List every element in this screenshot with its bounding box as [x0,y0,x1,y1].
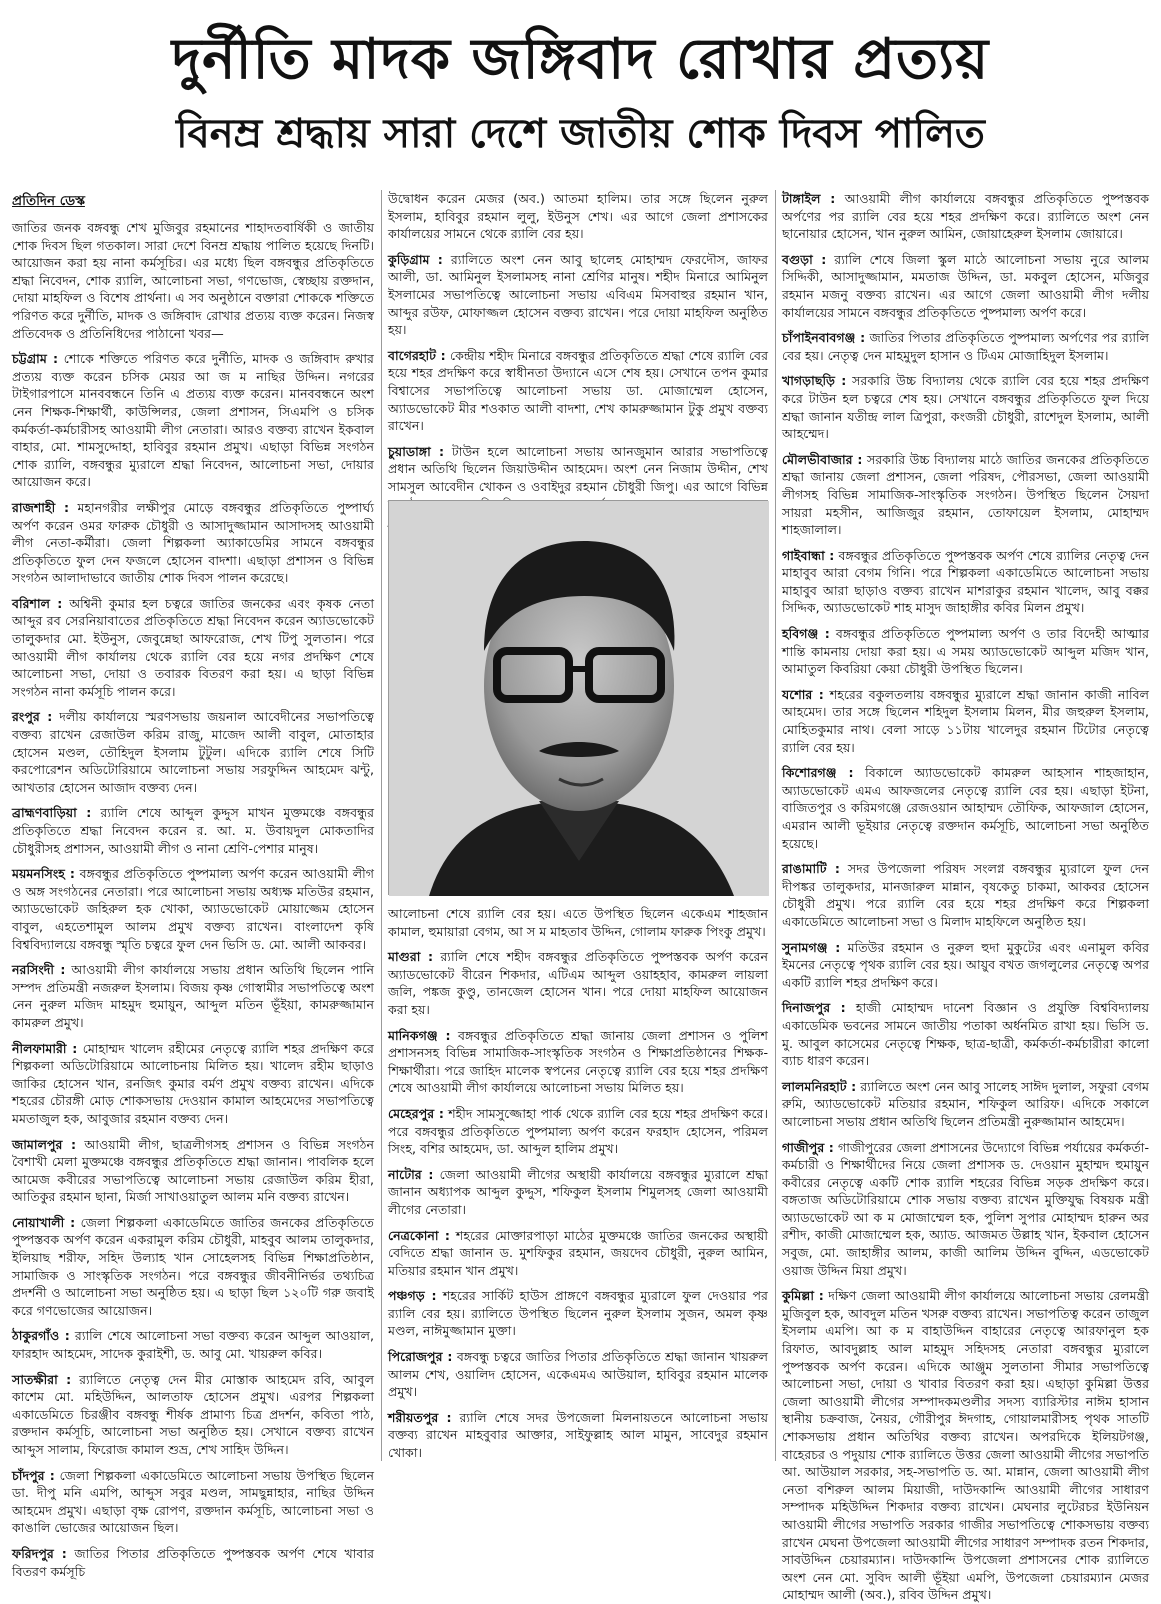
paragraph-text: জাতির পিতার প্রতিকৃতিতে পুষ্পমাল্য অর্পণের পর র‌্যালি বের হয়। নেতৃত্ব দেন মাহমুদুল হাসান ও টিএম মোজাহিদুল ইসলাম। [782,330,1149,363]
paragraph-text: টাউন হলে আলোচনা সভায় আনজুমান আরার সভাপতিত্বে প্রধান অতিথি ছিলেন জিয়াউদ্দীন আহমেদ। অংশ নেন নিজাম উদ্দীন, শেখ সামসুল আবেদীন খোকন ও ওবাইদুর রহমান চৌধুরী জিপু। এর আগে বিভিন্ন [388,443,768,494]
location-heading: ব্রাহ্মণবাড়িয়া : [12,805,92,821]
article-paragraph [388,1166,768,1219]
article-paragraph [12,1040,374,1128]
paragraph-text: দক্ষিণ জেলা আওয়ামী লীগ কার্যালয়ে আলোচনা সভায় রেলমন্ত্রী মুজিবুল হক, আবদুল মতিন খসরু বক্তব্য রাখেন। সভাপতিত্ব করেন তাজুল ইসলাম এমপি। আ ক ম বাহাউদ্দিন বাহারের নেতৃত্বে আরফানুল হক রিফাত, আবদুল্লাহ আল মাহমুদ সহিদসহ নেতারা বঙ্গবন্ধুর ম্যুরালে পুষ্পস্তবক অর্পণ করেন। এদিকে আঞ্জুম সুলতানা সীমার সভাপতিত্বে আলোচনা সভা, দোয়া ও খাবার বিতরণ করা হয়। এছাড়া কুমিল্লা উত্তর জেলা আওয়ামী লীগের সম্পাদকমণ্ডলীর সদস্য ব্যারিস্টার নাঈম হাসান স্থানীয় চক্রবাজ, নৈয়র, গৌরীপুর ঈদগাহ, গোয়ালমারীসহ পৃথক সাতটি শোকসভায় প্রধান অতিথির বক্তব্য রাখেন। অপরদিকে ইলিয়টগঞ্জ, বাহেরচর ও পদুয়ায় শোক র‌্যালিতে উত্তর জেলা আওয়ামী লীগের সভাপতি আ. আউয়াল সরকার, সহ-সভাপতি ড. আ. মান্নান, জেলা আওয়ামী লীগ নেতা বশিরুল আলম মিয়াজী, দাউদকান্দি আওয়ামী লীগের সাধারণ সম্পাদক মহিউদ্দিন শিকদার বক্তব্য রাখেন। মেঘনার লুটেরচর ইউনিয়ন আওয়ামী লীগের সভাপতি সরকার গাজীর সভাপতিত্বে শোকসভায় বক্তব্য রাখেন মেঘনা উপজেলা আওয়ামী লীগের সাধারণ সম্পাদক রতন শিকদার, সাবউদ্দিন চেয়ারম্যান। দাউদকান্দি উপজেলা প্রশাসনের শোক র‌্যালিতে অংশ নেন মো. সুবিদ আলী ভূঁইয়া এমপি, উপজেলা চেয়ারম্যান মেজর মোহাম্মদ আলী (অব.), রবিব উদ্দিন প্রমুখ। [782,1288,1150,1603]
location-heading: লালমনিরহাট : [782,1078,857,1094]
paragraph-text: র‌্যালিতে অংশ নেন আবু ছালেহ মোহাম্মদ ফেরদৌস, জাফর আলী, ডা. আমিনুল ইসলামসহ নানা শ্রেণির মানুষ। শহীদ মিনারে আমিনুল ইসলামের সভাপতিত্বে আলোচনা সভায় এবিএম মিসবাহুর রহমান খান, আব্দুর রউফ, মোফাজ্জল হোসেন বক্তব্য রাখেন। পরে দোয়া মাহফিল অনুষ্ঠিত হয়। [388,251,768,338]
headline: দুর্নীতি মাদক জঙ্গিবাদ রোখার প্রত্যয় [171,27,990,92]
column-2 [388,190,768,1461]
location-heading: রাঙামাটি : [782,861,840,877]
article-paragraph [388,1409,768,1462]
location-heading: চুয়াডাঙ্গা : [388,443,445,459]
article-paragraph [782,686,1149,756]
location-heading: সাতক্ষীরা : [12,1371,72,1387]
paragraph-text: জেলা আওয়ামী লীগের অস্থায়ী কার্যালয়ে বঙ্গবন্ধুর ম্যুরালে শ্রদ্ধা জানান অধ্যাপক আব্দুল কুদ্দুস, শফিকুল ইসলাম শিমুলসহ জেলা আওয়ামী লীগের নেতারা। [388,1166,768,1217]
article-paragraph [12,1545,374,1580]
article-paragraph [782,1078,1149,1131]
article-paragraph [388,251,768,339]
article-paragraph [782,860,1149,930]
paragraph-text: শহীদ সামসুজ্জোহা পার্ক থেকে র‌্যালি বের হয়ে শহর প্রদক্ষিণ করে। পরে বঙ্গবন্ধুর প্রতিকৃতিতে পুষ্পমাল্য অর্পণ করেন ফরহাদ হোসেন, পরিমল সিংহ, বশির আহমেদ, ডা. আব্দুল হালিম প্রমুখ। [388,1105,768,1157]
article-paragraph [388,905,768,940]
article-paragraph [12,219,374,342]
location-heading: মেহেরপুর : [388,1105,444,1121]
location-heading: চাঁদপুর : [12,1467,55,1483]
location-heading: ফরিদপুর : [12,1545,67,1561]
article-paragraph [782,190,1149,243]
location-heading: রাজশাহী : [12,499,70,515]
portrait-illustration [389,501,769,896]
article-paragraph [782,625,1149,678]
col2-bottom-paragraphs [388,905,768,1470]
paragraph-text: হাজী মোহাম্মদ দানেশ বিজ্ঞান ও প্রযুক্তি বিশ্ববিদ্যালয় একাডেমিক ভবনের সামনে জাতীয় পতাকা অর্ধনমিত রাখা হয়। ভিসি ড. মু. আবুল কাসেমের নেতৃত্বে শিক্ষক, ছাত্র-ছাত্রী, কর্মকর্তা-কর্মচারীরা কালো ব্যাচ ধারণ করেন। [782,1000,1149,1069]
location-heading: বাগেরহাট : [388,347,446,363]
paragraph-text: জাতির পিতার প্রতিকৃতিতে পুষ্পস্তবক অর্পণ শেষে খাবার বিতরণ কর্মসূচি [12,1545,375,1579]
article-paragraph [388,1287,768,1340]
paragraph-text: শহরের সার্কিট হাউস প্রাঙ্গণে বঙ্গবন্ধুর ম্যুরালে ফুল দেওয়ার পর র‌্যালি বের হয়। র‌্যালিতে উপস্থিত ছিলেন নুরুল ইসলাম সুজন, অমল কৃষ্ণ মণ্ডল, নাঈমুজ্জামান মুক্তা। [388,1288,768,1339]
paragraph-text: বঙ্গবন্ধুর প্রতিকৃতিতে পুষ্পমাল্য অর্পণ ও তার বিদেহী আত্মার শান্তি কামনায় দোয়া করা হয়। এ সময় অ্যাডভোকেট আব্দুল মজিদ খান, আমাতুল কিবরিয়া কেয়া চৌধুরী উপস্থিত ছিলেন। [782,626,1149,677]
location-heading: চট্টগ্রাম : [12,351,59,367]
location-heading: হবিগঞ্জ : [782,626,830,642]
article-paragraph [12,499,374,587]
paragraph-text: আওয়ামী লীগ কার্যালয়ে বঙ্গবন্ধুর প্রতিকৃতিতে পুষ্পস্তবক অর্পণের পর র‌্যালি বের হয়ে শহর প্রদক্ষিণ করে। র‌্যালিতে অংশ নেন ছানোয়ার হোসেন, খান নুরুল আমিন, জোয়াহেরুল ইসলাম জোয়ারে। [782,191,1150,242]
paragraph-text: শোকে শক্তিতে পরিণত করে দুর্নীতি, মাদক ও জঙ্গিবাদ রুখার প্রত্যয় ব্যক্ত করেন চসিক মেয়র আ জ ম নাছির উদ্দিন। নগরের টাইগারপাসে মানববন্ধনে তিনি এ প্রত্যয় ব্যক্ত করেন। মানববন্ধনে অংশ নেন শিক্ষক-শিক্ষার্থী, কাউন্সিলর, জেলা প্রশাসন, সিএমপি ও চসিক কর্মকর্তা-কর্মচারীসহ আওয়ামী লীগ নেতারা। আরও বক্তব্য রাখেন ইকবাল বাহার, মো. শামসুদ্দোহা, হাবিবুর রহমান প্রমুখ। এছাড়া বিভিন্ন সংগঠন শোক র‌্যালি, বঙ্গবন্ধুর ম্যুরালে শ্রদ্ধা নিবেদন, আলোচনা সভা, দোয়ার আয়োজন করে। [12,351,374,490]
article-paragraph [782,329,1149,364]
paragraph-text: দলীয় কার্যালয়ে স্মরণসভায় জয়নাল আবেদীনের সভাপতিত্বে বক্তব্য রাখেন রেজাউল করিম রাজু, মাজেদ আলী বাবুল, মোতাহার হোসেন মণ্ডল, তৌহিদুল ইসলাম টুটুল। এদিকে র‌্যালি শেষে সিটি করপোরেশন অডিটোরিয়ামে আলোচনা সভায় সরফুদ্দিন আহমেদ ঝন্টু, আখতার হোসেন আজাদ বক্তব্য দেন। [12,709,374,795]
column-3 [782,190,1150,1603]
location-heading: বরিশাল : [12,595,63,611]
column-divider [381,190,382,1461]
paragraph-text: র‌্যালি শেষে আব্দুল কুদ্দুস মাখন মুক্তমঞ্চে বঙ্গবন্ধুর প্রতিকৃতিতে শ্রদ্ধা নিবেদন করেন র. আ. ম. উবায়দুল মোকতাদির চৌধুরীসহ প্রশাসন, আওয়ামী লীগ ও নানা শ্রেণি-পেশার মানুষ। [12,805,375,856]
paragraph-text: জেলা শিল্পকলা একাডেমিতে আলোচনা সভায় উপস্থিত ছিলেন ডা. দীপু মনি এমপি, আব্দুস সবুর মণ্ডল, সামছুন্নাহার, নাছির উদ্দিন আহমেদ প্রমুখ। এছাড়া বৃক্ষ রোপণ, রক্তদান কর্মসূচি, আলোচনা সভা ও কাঙালি ভোজের আয়োজন ছিল। [12,1467,374,1536]
location-heading: মৌলভীবাজার : [782,451,863,467]
article-paragraph [782,999,1149,1069]
article-paragraph [782,1287,1149,1604]
paragraph-text: সদর উপজেলা পরিষদ সংলগ্ন বঙ্গবন্ধুর ম্যুরালে ফুল দেন দীপঙ্কর তালুকদার, মানজারুল মান্নান, বৃষকেতু চাকমা, আকবর হোসেন চৌধুরী প্রমুখ। পরে র‌্যালি বের হয়ে শহর প্রদক্ষিণ করে শিল্পকলা একাডেমিতে আলোচনা সভা ও মিলাদ মাহফিলে অনুষ্ঠিত হয়। [782,861,1149,929]
col1-paragraphs [12,219,374,1580]
location-heading: বগুড়া : [782,251,827,267]
location-heading: মাগুরা : [388,949,434,965]
location-heading: গাজীপুর : [782,1139,834,1155]
article-paragraph [782,939,1149,992]
location-heading: খাগড়াছড়ি : [782,373,847,389]
article-paragraph [782,547,1149,617]
article-paragraph [782,1139,1149,1280]
article-paragraph [782,451,1149,539]
article-paragraph [388,948,768,1018]
paragraph-text: সরকারি উচ্চ বিদ্যালয় থেকে র‌্যালি বের হয়ে শহর প্রদক্ষিণ করে টাউন হল চত্বরে শেষ হয়। সেখানে বঙ্গবন্ধুর প্রতিকৃতিতে ফুল দিয়ে শ্রদ্ধা জানান যতীন্দ্র লাল ত্রিপুরা, কংজরী চৌধুরী, রাশেদুল ইসলাম, আলী আহম্মেদ। [782,373,1149,442]
portrait-photo [388,500,768,895]
paragraph-text: শহরের মোক্তারপাড়া মাঠের মুক্তমঞ্চে জাতির জনকের অস্থায়ী বেদিতে শ্রদ্ধা জানান ড. মুশফিকুর রহমান, জয়দেব চৌধুরী, নুরুল আমিন, মতিয়ার রহমান খান প্রমুখ। [388,1227,768,1278]
location-heading: মানিকগঞ্জ : [388,1027,451,1043]
paragraph-text: কেন্দ্রীয় শহীদ মিনারে বঙ্গবন্ধুর প্রতিকৃতিতে শ্রদ্ধা শেষে র‌্যালি বের হয়ে শহর প্রদক্ষিণ করে স্বাধীনতা উদ্যানে এসে শেষ হয়। সেখানে তপন কুমার বিশ্বাসের সভাপতিত্বে আলোচনা সভায় ডা. মোজাম্মেল হোসেন, অ্যাডভোকেট মীর শওকাত আলী বাদশা, শেখ কামরুজ্জামান টুকু প্রমুখ বক্তব্য রাখেন। [388,347,768,434]
location-heading: শরীয়তপুর : [388,1409,452,1425]
article-paragraph [388,1027,768,1097]
col3-paragraphs [782,190,1149,1604]
article-paragraph [12,961,374,1031]
article-paragraph [388,347,768,435]
location-heading: ঠাকুরগাঁও : [12,1328,70,1344]
article-paragraph [12,595,374,701]
article-paragraph [782,764,1149,852]
article-paragraph [12,708,374,796]
location-heading: দিনাজপুর : [782,1000,846,1016]
article-paragraph [782,372,1149,442]
byline: প্রতিদিন ডেস্ক [12,193,85,209]
location-heading: পঞ্চগড় : [388,1288,437,1304]
location-heading: চাঁপাইনবাবগঞ্জ : [782,330,866,346]
location-heading: ময়মনসিংহ : [12,866,75,882]
article-paragraph [12,804,374,857]
paragraph-text: র‌্যালিতে নেতৃত্ব দেন মীর মোস্তাক আহমেদ রবি, আবুল কাশেম মো. মহিউদ্দিন, আলতাফ হোসেন প্রমুখ। এরপর শিল্পকলা একাডেমিতে চিরঞ্জীব বঙ্গবন্ধু শীর্ষক প্রামাণ্য চিত্র প্রদর্শন, কবিতা পাঠ, রক্তদান কর্মসূচি, আলোচনা সভা অনুষ্ঠিত হয়। সেখানে বক্তব্য রাখেন আব্দুস সালাম, ফিরোজ কামাল শুভ্র, শেখ সাহিদ উদ্দিন। [12,1371,374,1457]
paragraph-text: র‌্যালি শেষে সদর উপজেলা মিলনায়তনে আলোচনা সভায় বক্তব্য রাখেন মাহবুবার আক্তার, সাইফুল্লাহ আল মামুন, সাবেদুর রহমান খোকা। [388,1409,768,1461]
paragraph-text: আওয়ামী লীগ কার্যালয়ে সভায় প্রধান অতিথি ছিলেন পানি সম্পদ প্রতিমন্ত্রী নজরুল ইসলাম। বিজয় কৃষ্ণ গোস্বামীর সভাপতিত্বে অংশ নেন নুরুল মজিদ মাহমুদ হুমায়ুন, আব্দুল মতিন ভূঁইয়া, কামরুজ্জামান কামরুল প্রমুখ। [12,962,374,1030]
paragraph-text: বঙ্গবন্ধুর প্রতিকৃতিতে পুষ্পস্তবক অর্পণ শেষে র‌্যালির নেতৃত্ব দেন মাহাবুব আরা বেগম গিনি। পরে শিল্পকলা একাডেমিতে আলোচনা সভায় মাহাবুব আরা ছাড়াও বক্তব্য রাখেন মাশরাকুর রহমান খালেদ, আবু বক্কর সিদ্দিক, অ্যাডভোকেট শাহ মাসুদ জাহাঙ্গীর কবির মিলন প্রমুখ। [782,547,1149,616]
article-paragraph [388,190,768,243]
paragraph-text: অশ্বিনী কুমার হল চত্বরে জাতির জনকের এবং কৃষক নেতা আব্দুর রব সেরনিয়াবাতের প্রতিকৃতিতে শ্রদ্ধা নিবেদন করেন অ্যাডভোকেট তালুকদার মো. ইউনুস, জেবুন্নেছা আফরোজ, শেখ টিপু সুলতান। পরে আওয়ামী লীগ কার্যালয় থেকে র‌্যালি বের হয়ে নগর প্রদক্ষিণ শেষে আলোচনা সভা, দোয়া ও তবারক বিতরণ করা হয়। এ ছাড়া বিভিন্ন সংগঠন নানা কর্মসূচি পালন করে। [12,595,374,699]
article-paragraph [12,1467,374,1537]
article-paragraph [12,1371,374,1459]
location-heading: যশোর : [782,686,824,702]
location-heading: নেত্রকোনা : [388,1227,450,1243]
paragraph-text: শহরের বকুলতলায় বঙ্গবন্ধুর ম্যুরালে শ্রদ্ধা জানান কাজী নাবিল আহমেদ। তার সঙ্গে ছিলেন শহিদুল ইসলাম মিলন, মীর জহুরুল ইসলাম, মোহিতকুমার নাথ। বেলা সাড়ে ১১টায় খালেদুর রহমান টিটোর নেতৃত্বে র‌্যালি বের হয়। [782,686,1149,755]
location-heading: নাটোর : [388,1166,434,1182]
article-columns [12,190,1150,1603]
location-heading: জামালপুর : [12,1136,77,1152]
column-1 [12,190,375,1579]
paragraph-text: র‌্যালি শেষে শহীদ বঙ্গবন্ধুর প্রতিকৃতিতে পুষ্পস্তবক অর্পণ করেন অ্যাডভোকেট বীরেন শিকদার, এটিএম আব্দুল ওয়াহহাব, কামরুল লায়লা জলি, পঙ্কজ কুণ্ডু, তানজেল হোসেন খান। পরে দোয়া মাহফিল আয়োজন করা হয়। [388,949,768,1017]
location-heading: গাইবান্ধা : [782,547,835,563]
paragraph-text: মতিউর রহমান ও নুরুল হুদা মুকুটের এবং এনামুল কবির ইমনের নেতৃত্বে পৃথক র‌্যালি বের হয়। আয়ুব বখত জগলুলের নেতৃত্বে অপর একটি র‌্যালি শহর প্রদক্ষিণ করে। [782,939,1150,990]
article-paragraph [388,1227,768,1280]
paragraph-text: র‌্যালিতে অংশ নেন আবু সালেহ সাঈদ দুলাল, সফুরা বেগম রুমি, অ্যাডভোকেট মতিয়ার রহমান, শফিকুল আরিফ। এদিকে সকালে আলোচনা সভায় প্রধান অতিথি ছিলেন প্রতিমন্ত্রী নুরুজ্জামান আহমেদ। [782,1078,1149,1129]
location-heading: নীলফামারী : [12,1040,78,1056]
location-heading: সুনামগঞ্জ : [782,939,841,955]
location-heading: কুড়িগ্রাম : [388,251,443,267]
paragraph-text: বঙ্গবন্ধু চত্বরে জাতির পিতার প্রতিকৃতিতে শ্রদ্ধা জানান খায়রুল আলম শেখ, ওয়ালিদ হোসেন, একেএমএ আউয়াল, হাবিবুর রহমান মালেক প্রমুখ। [388,1349,768,1400]
location-heading: পিরোজপুর : [388,1349,453,1365]
location-heading: রংপুর : [12,709,53,725]
location-heading: নরসিংদী : [12,962,66,978]
paragraph-text: উদ্বোধন করেন মেজর (অব.) আতমা হালিম। তার সঙ্গে ছিলেন নুরুল ইসলাম, হাবিবুর রহমান লুলু, ইউনুস শেখ। এর আগে জেলা প্রশাসকের কার্যালয়ের সামনে থেকে র‌্যালি বের হয়। [388,191,768,242]
location-heading: কিশোরগঞ্জ : [782,765,854,781]
paragraph-text: জাতির জনক বঙ্গবন্ধু শেখ মুজিবুর রহমানের শাহাদতবার্ষিকী ও জাতীয় শোক দিবস ছিল গতকাল। সারা দেশে বিনম্র শ্রদ্ধায় পালিত হয়েছে দিনটি। আয়োজন করা হয় নানা কর্মসূচির। এর মধ্যে ছিল বঙ্গবন্ধুর প্রতিকৃতিতে শ্রদ্ধা নিবেদন, শোক র‌্যালি, আলোচনা সভা, গণভোজ, স্বেচ্ছায় রক্তদান, দোয়া মাহফিল ও বিশেষ প্রার্থনা। এ সব অনুষ্ঠানে বক্তারা শোককে শক্তিতে পরিণত করে দুর্নীতি, মাদক ও জঙ্গিবাদ রোখার প্রত্যয় ব্যক্ত করেন। নিজস্ব প্রতিবেদক ও প্রতিনিধিদের পাঠানো খবর— [12,220,374,341]
col2-top-paragraphs [388,190,768,539]
paragraph-text: সরকারি উচ্চ বিদ্যালয় মাঠে জাতির জনকের প্রতিকৃতিতে শ্রদ্ধা জানায় জেলা প্রশাসন, জেলা পরিষদ, পৌরসভা, জেলা আওয়ামী লীগসহ বিভিন্ন সামাজিক-সাংস্কৃতিক সংগঠন। উপস্থিত ছিলেন সৈয়দা সায়রা মহসীন, আজিজুর রহমান, তোফায়েল ইসলাম, মোহাম্মদ শাহজালাল। [782,451,1149,538]
location-heading: টাঙ্গাইল : [782,191,836,206]
paragraph-text: আওয়ামী লীগ, ছাত্রলীগসহ প্রশাসন ও বিভিন্ন সংগঠন বৈশাখী মেলা মুক্তমঞ্চে বঙ্গবন্ধুর প্রতিকৃতিতে শ্রদ্ধা জানান। পাবলিক হলে আমেজ কবীরের সভাপতিত্বে আলোচনা সভায় রেজাউল করিম হীরা, আতিকুর রহমান ছানা, মির্জা সাখাওয়াতুল আলম মনি বক্তব্য রাখেন। [12,1136,374,1205]
paragraph-text: র‌্যালি শেষে জিলা স্কুল মাঠে আলোচনা সভায় নুরে আলম সিদ্দিকী, আসাদুজ্জামান, মমতাজ উদ্দিন, ডা. মকবুল হোসেন, মজিবুর রহমান মজনু বক্তব্য রাখেন। এর আগে জেলা আওয়ামী লীগ দলীয় কার্যালয়ের সামনে বঙ্গবন্ধুর প্রতিকৃতিতে পুষ্পমাল্য অর্পণ করে। [782,251,1149,320]
paragraph-text: মহানগরীর লক্ষীপুর মোড়ে বঙ্গবন্ধুর প্রতিকৃতিতে পুষ্পার্ঘ্য অর্পণ করেন ওমর ফারুক চৌধুরী ও আসাদুজ্জামান আসাদসহ আওয়ামী লীগ নেতা-কর্মীরা। জেলা শিল্পকলা অ্যাকাডেমির সামনে বঙ্গবন্ধুর প্রতিকৃতিতে ফুল দেন ফজলে হোসেন বাদশা। এছাড়া প্রশাসন ও বিভিন্ন সংগঠন আলাদাভাবে জাতীয় শোক দিবস পালন করেছে। [12,499,374,586]
subheadline: বিনম্র শ্রদ্ধায় সারা দেশে জাতীয় শোক দিবস পালিত [176,111,985,157]
paragraph-text: বিকালে অ্যাডভোকেট কামরুল আহসান শাহজাহান, অ্যাডভোকেট এমএ আফজলের নেতৃত্বে র‌্যালি বের হয়। এছাড়া ইটনা, বাজিতপুর ও করিমগঞ্জে রেজওয়ান আহাম্মদ তৌফিক, আফজাল হোসেন, এমরান আলী ভূইয়ার নেতৃত্বে রক্তদান কর্মসূচি, আলোচনা সভা অনুষ্ঠিত হয়েছে। [782,765,1149,851]
article-paragraph [12,865,374,953]
paragraph-text: বঙ্গবন্ধুর প্রতিকৃতিতে শ্রদ্ধা জানায় জেলা প্রশাসন ও পুলিশ প্রশাসনসহ বিভিন্ন সামাজিক-সাংস্কৃতিক সংগঠন ও শিক্ষাপ্রতিষ্ঠানের শিক্ষক-শিক্ষার্থীরা। পরে জাহিদ মালেক স্বপনের নেতৃত্বে র‌্যালি বের হয়ে শহর প্রদক্ষিণ শেষে আওয়ামী লীগ কার্যালয়ে আলোচনা সভায় মিলিত হয়। [388,1027,768,1096]
article-paragraph [782,251,1149,321]
location-heading: কুমিল্লা : [782,1288,824,1304]
article-paragraph [388,1105,768,1158]
article-paragraph [12,1327,374,1362]
article-paragraph [12,1136,374,1206]
paragraph-text: গাজীপুরের জেলা প্রশাসনের উদ্যোগে বিভিন্ন পর্যায়ের কর্মকর্তা-কর্মচারী ও শিক্ষার্থীদের নিয়ে জেলা প্রশাসক ড. দেওয়ান মুহাম্মদ হুমায়ুন কবীরের নেতৃত্বে একটি শোক র‌্যালি শহরের বিভিন্ন সড়ক প্রদক্ষিণ করে। বঙ্গতাজ অডিটোরিয়ামে শোক সভায় বক্তব্য রাখেন মুক্তিযুদ্ধ বিষয়ক মন্ত্রী অ্যাডভোকেট আ ক ম মোজাম্মেল হক, পুলিশ সুপার মোহাম্মদ হারুন অর রশীদ, কাজী মোজাম্মেল হক, অ্যাড. আজমত উল্লাহ খান, ইকবাল হোসেন সবুজ, মো. জাহাঙ্গীর আলম, কাজী আলিম উদ্দিন বুদ্দিন, এডভোকেট ওয়াজ উদ্দিন মিয়া প্রমুখ। [782,1139,1149,1278]
paragraph-text: জেলা শিল্পকলা একাডেমিতে জাতির জনকের প্রতিকৃতিতে পুষ্পস্তবক অর্পণ করেন একরামুল করিম চৌধুরী, মাহবুব আলম তালুকদার, ইলিয়াছ শরীফ, সহিদ উল্যাহ খান সোহেলসহ বিভিন্ন শিক্ষাপ্রতিষ্ঠান, সামাজিক ও সাংস্কৃতিক সংগঠন। পরে বঙ্গবন্ধুর জীবনীনির্ভর তথ্যচিত্র প্রদর্শনী ও আলোচনা সভা অনুষ্ঠিত হয়। এ ছাড়া ছিল ১২০টি গরু জবাই করে গণভোজের আয়োজন। [12,1214,374,1318]
location-heading: নোয়াখালী : [12,1214,76,1230]
article-paragraph [388,1348,768,1401]
paragraph-text: মোহাম্মদ খালেদ রহীমের নেতৃত্বে র‌্যালি শহর প্রদক্ষিণ করে শিল্পকলা অডিটোরিয়ামে আলোচনায় মিলিত হয়। খালেদ রহীম ছাড়াও জাকির হোসেন খান, রনজিৎ কুমার বর্মণ প্রমুখ বক্তব্য রাখেন। এদিকে শহরের চৌরঙ্গী মোড় শোকসভায় দেওয়ান কামাল আহমেদের সভাপতিত্বে মমতাজুল হক, আবুজার রহমান বক্তব্য দেন। [12,1040,374,1126]
article-paragraph [12,350,374,491]
paragraph-text: আলোচনা শেষে র‌্যালি বের হয়। এতে উপস্থিত ছিলেন একেএম শাহজান কামাল, হুমায়ারা বেগম, আ স ম মাহতাব উদ্দিন, গোলাম ফারুক পিংকু প্রমুখ। [388,906,768,939]
paragraph-text: র‌্যালি শেষে আলোচনা সভা বক্তব্য করেন আব্দুল আওয়াল, ফারহাদ আহমেদ, সাদেক কুরাইশী, ড. আবু মো. খায়রুল কবির। [12,1328,374,1362]
column-divider [775,190,776,1461]
article-paragraph [12,1214,374,1320]
paragraph-text: বঙ্গবন্ধুর প্রতিকৃতিতে পুষ্পমাল্য অর্পণ করেন আওয়ামী লীগ ও অঙ্গ সংগঠনের নেতারা। পরে আলোচনা সভায় অধ্যক্ষ মতিউর রহমান, অ্যাডভোকেট জহিরুল হক খোকা, অ্যাডভোকেট মোয়াজ্জেম হোসেন বাবুল, এহতেশামুল আলম প্রমুখ বক্তব্য রাখেন। বাংলাদেশ কৃষি বিশ্ববিদ্যালয়ে বঙ্গবন্ধু স্মৃতি চত্বরে ফুল দেন ভিসি ড. মো. আলী আকবর। [12,866,374,952]
